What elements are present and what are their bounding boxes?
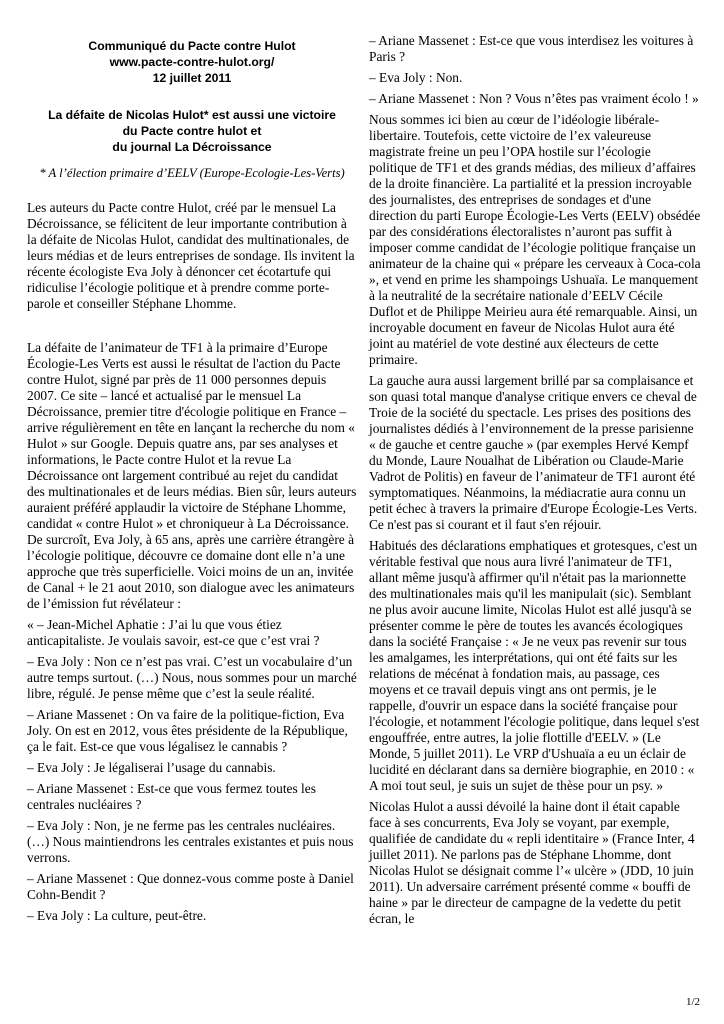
dialogue-line: – Ariane Massenet : Que donnez-vous comme poste à Daniel Cohn-Bendit ? [27, 871, 354, 902]
page-number: 1/2 [685, 996, 700, 1008]
paragraph: La gauche aura aussi largement brillé par sa complaisance et son quasi total manque d'analyse critique envers ce cheval de Troie de la société du spectacle. Les prises des positions des journalistes dédiés à l’environnement de la presse parisienne « de gauche et centre gauche » (par exemples Hervé Kempf du Monde, Laure Noualhat de Libération ou Claude-Marie Vadrot de Politis) en faveur de l’animateur de TF1 auront été symptomatiques. Néanmoins, la médiacratie aura connu un petit échec à travers la primaire d'Europe Écologie-Les Verts. Ce n'est pas si courant et il faut s'en réjouir. [369, 373, 698, 532]
press-header [27, 38, 357, 86]
dialogue-line: – Ariane Massenet : Est-ce que vous fermez toutes les centrales nucléaires ? [27, 781, 316, 812]
dialogue-line: « – Jean-Michel Aphatie : J’ai lu que vous étiez anticapitaliste. Je voulais savoir, est-ce que c’est vrai ? [27, 617, 320, 648]
footnote: * A l’élection primaire d’EELV (Europe-Ecologie-Les-Verts) [39, 166, 345, 180]
paragraph: Nous sommes ici bien au cœur de l’idéologie libérale-libertaire. Toutefois, cette victoire de l’ex valeureuse magistrate freine un peu l’OPA hostile sur l’écologie politique de TF1 et des grands médias, des milieux d’affaires de la droite financière. La partialité et la pression incroyable des journalistes, des entreprises de sondages et d'une direction du parti Europe Écologie-Les Verts (EELV) obsédée par des considérations électoralistes n’auront pas suffit à imposer comme candidat de l’écologie politique française un animateur de la chaine qui « prépare les cerveaux à Coca-cola », et vend en prime les shampoings Ushuaïa. Le manquement à la neutralité de la secrétaire nationale d’EELV Cécile Duflot et de Philippe Meirieu aura été remarquable. Ainsi, un incroyable document en faveur de Nicolas Hulot aura été joint au matériel de vote destiné aux électeurs de cette primaire. [369, 112, 701, 367]
paragraph: Habitués des déclarations emphatiques et grotesques, c'est un véritable festival que nous aura livré l'animateur de TF1, allant même jusqu'à affirmer qu'il n'était pas la marionnette des multinationales mais qu'il les manipulait (sic). Semblant ne plus avoir aucune limite, Nicolas Hulot est allé jusqu'à se présenter comme le père de toutes les avancés écologiques dans la société Française : « Je ne veux pas revenir sur tous les amalgames, les interprétations, qui ont été faits sur les relations de mécénat à fondation mais, au passage, ces moyens et ce travail depuis vingt ans ont permis, je le rappelle, d'ouvrir un espace dans la société française pour l'écologie, et notamment l'écologie politique, dans lequel s'est engouffrée, entre autres, la jolie flottille d'EELV. » (Le Monde, 5 juillet 2011). Le VRP d'Ushuaïa a eu un éclair de lucidité en déclarant dans sa dernière biographie, en 2010 : « A moi tout seul, je suis un sujet de thèse pour un psy. » [369, 538, 700, 793]
title-line-1: La défaite de Nicolas Hulot* est aussi une victoire [48, 108, 336, 122]
header-line-1: Communiqué du Pacte contre Hulot [88, 39, 296, 53]
dialogue-line: – Ariane Massenet : On va faire de la politique-fiction, Eva Joly. On est en 2012, vous êtes présidente de la République, ça le fait. Est-ce que vous légalisez le cannabis ? [27, 707, 348, 754]
dialogue-line: – Ariane Massenet : Est-ce que vous interdisez les voitures à Paris ? [369, 33, 694, 64]
document-title [27, 107, 357, 155]
left-body [27, 200, 357, 924]
paragraph: Les auteurs du Pacte contre Hulot, créé par le mensuel La Décroissance, se félicitent de leur importante contribution à la défaite de Nicolas Hulot, candidat des multinationales, de leurs médias et de leurs entreprises de sondage. Ils invitent la récente écologiste Eva Joly à dénoncer cet écotartufe qui ridiculise l’écologie politique et à prendre comme porte-parole et conseiller Stéphane Lhomme. [27, 200, 355, 311]
title-line-2: du Pacte contre hulot et [122, 124, 262, 138]
dialogue-line: – Eva Joly : Je légaliserai l’usage du cannabis. [27, 760, 276, 775]
paragraph: Nicolas Hulot a aussi dévoilé la haine dont il était capable face à ses concurrents, Eva Joly se voyant, par exemple, qualifiée de candidate du « repli identitaire » (France Inter, 4 juillet 2011). Ne parlons pas de Stéphane Lhomme, dont Nicolas Hulot se désignait comme l’« ulcère » (JDD, 10 juin 2011). Un adversaire carrément présenté comme « bouffi de haine » par le directeur de campagne de la vedette du petit écran, le [369, 799, 695, 926]
title-line-3: du journal La Décroissance [112, 140, 272, 154]
dialogue-line: – Eva Joly : Non, je ne ferme pas les centrales nucléaires. (…) Nous maintiendrons les centrales existantes et puis nous verrons. [27, 818, 354, 865]
dialogue-line: – Ariane Massenet : Non ? Vous n’êtes pas vraiment écolo ! » [369, 91, 699, 106]
dialogue-line: – Eva Joly : Non. [369, 70, 463, 85]
paragraph: La défaite de l’animateur de TF1 à la primaire d’Europe Écologie-Les Verts est aussi le résultat de l'action du Pacte contre Hulot, signé par près de 11 000 personnes depuis 2007. Ce site – lancé et actualisé par le mensuel La Décroissance, premier titre d'écologie politique en France – arrive régulièrement en tête en lançant la recherche du nom « Hulot » sur Google. Depuis quatre ans, par ses analyses et informations, le Pacte contre Hulot et la revue La Décroissance ont largement contribué au rejet du candidat des multinationales et de leurs médias. Bien sûr, leurs auteurs auraient préféré applaudir la victoire de Stéphane Lhomme, candidat « contre Hulot » et chroniqueur à La Décroissance. De surcroît, Eva Joly, à 65 ans, après une carrière étrangère à l’écologie politique, découvre ce domaine dont elle n’a une approche que très superficielle. Voici moins de un an, invitée de Canal + le 21 aout 2010, son dialogue avec les animateurs de l’émission fut révélateur : [27, 340, 357, 611]
dialogue-line: – Eva Joly : La culture, peut-être. [27, 908, 207, 923]
right-column [369, 33, 701, 932]
header-line-3: 12 juillet 2011 [152, 71, 232, 85]
dialogue-line: – Eva Joly : Non ce n’est pas vrai. C’est un vocabulaire d’un autre temps surtout. (…) Nous, nous sommes pour un marché libre, régulé. Je pense même que c’est la seule réalité. [27, 654, 357, 701]
left-column [27, 38, 357, 929]
header-line-2: www.pacte-contre-hulot.org/ [109, 55, 275, 69]
